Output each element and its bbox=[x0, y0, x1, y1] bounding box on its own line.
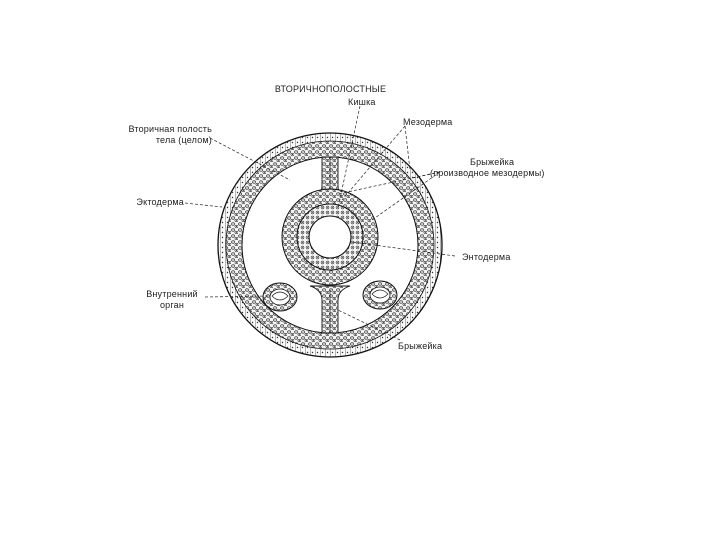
label-mesentery-bottom: Брыжейка bbox=[398, 341, 443, 351]
internal-organ-right bbox=[363, 281, 397, 309]
leader-ectoderm bbox=[185, 203, 222, 207]
label-internal-organ-line2: орган bbox=[159, 300, 185, 310]
label-mesoderm: Мезодерма bbox=[403, 117, 453, 127]
label-secondary-cavity-line2: тела (целом) bbox=[155, 135, 212, 145]
label-internal-organ-line1: Внутренний bbox=[146, 289, 198, 299]
label-gut: Кишка bbox=[348, 97, 376, 107]
label-endoderm: Энтодерма bbox=[462, 252, 511, 262]
label-mesentery-line1: Брыжейка bbox=[470, 157, 515, 167]
diagram-title: ВТОРИЧНОПОЛОСТНЫЕ bbox=[274, 84, 387, 94]
label-secondary-cavity-line1: Вторичная полость bbox=[128, 124, 212, 134]
label-ectoderm: Эктодерма bbox=[136, 197, 184, 207]
internal-organ-left bbox=[263, 283, 297, 311]
label-mesentery-line2: (производное мезодермы) bbox=[430, 168, 545, 178]
gut-lumen bbox=[309, 216, 351, 258]
